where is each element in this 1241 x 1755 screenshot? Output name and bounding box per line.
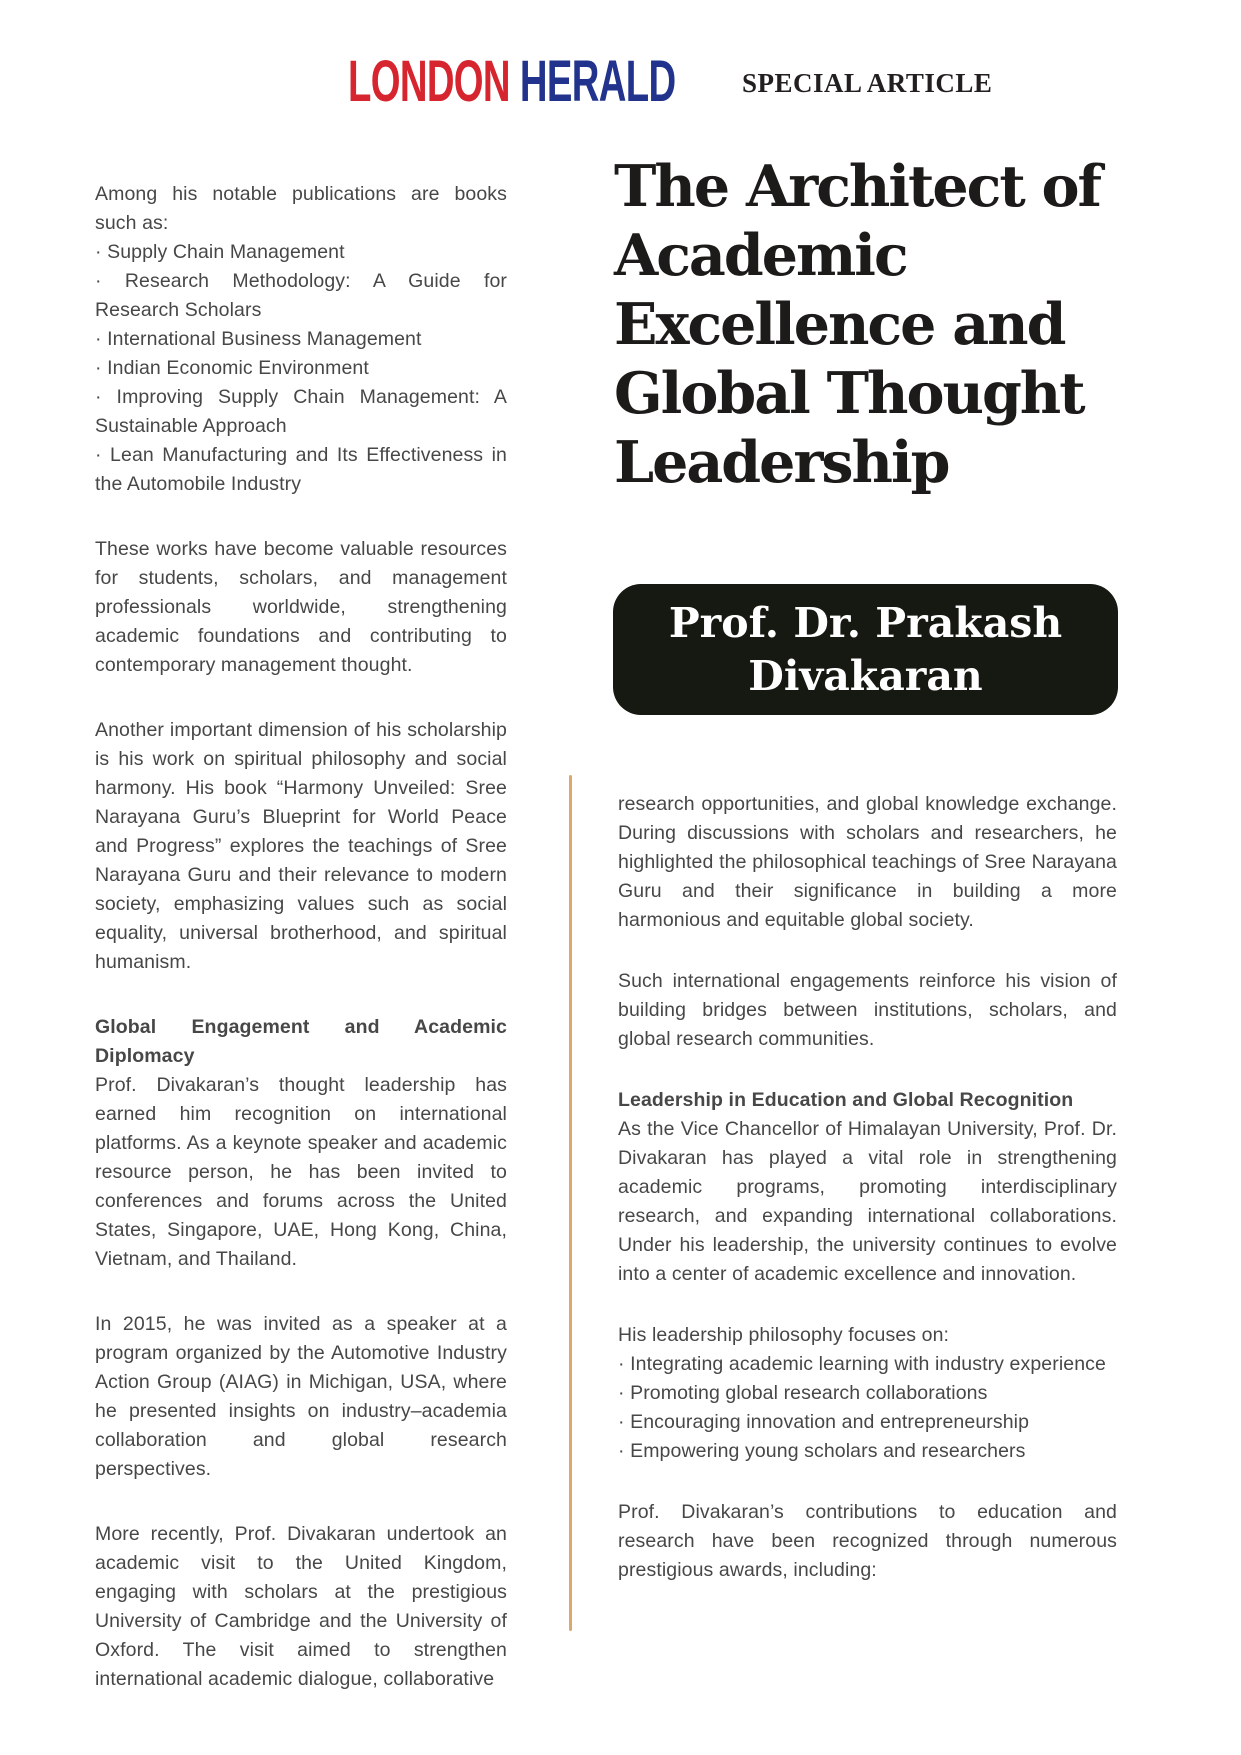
paragraph-vice-chancellor: As the Vice Chancellor of Himalayan University, Prof. Dr. Divakaran has played a vital role in strengthening academic programs, promoting interdisciplinary research, and expanding international collaborations. Under his leadership, the university continues to evolve into a center of academic excellence and innovation. bbox=[618, 1118, 1117, 1285]
paragraph-publications-intro: Among his notable publications are books such as: bbox=[95, 183, 507, 234]
book-list-item: · Indian Economic Environment bbox=[95, 357, 369, 379]
masthead-logo-space bbox=[510, 49, 520, 114]
headline-line: Excellence and bbox=[614, 291, 1065, 358]
author-name-line1: Prof. Dr. Prakash bbox=[668, 598, 1063, 647]
philosophy-list-item: · Empowering young scholars and researchers bbox=[618, 1440, 1026, 1462]
masthead-logo-herald: HERALD bbox=[519, 49, 676, 114]
section-heading-leadership-education: Leadership in Education and Global Recognition bbox=[618, 1089, 1074, 1111]
paragraph-philosophy-intro: His leadership philosophy focuses on: bbox=[618, 1324, 950, 1346]
headline-line: Leadership bbox=[614, 429, 949, 496]
headline-line: Academic bbox=[614, 222, 907, 289]
paragraph-spiritual-philosophy: Another important dimension of his scholarship is his work on spiritual philosophy and social harmony. His book “Harmony Unveiled: Sree Narayana Guru’s Blueprint for World Peace and Progress” explores the teachings of Sree Narayana Guru and their relevance to modern society, emphasizing values such as social equality, universal brotherhood, and spiritual humanism. bbox=[95, 719, 507, 973]
author-name-line2: Divakaran bbox=[748, 651, 983, 700]
column-divider-rule bbox=[569, 775, 572, 1631]
paragraph-thought-leadership: Prof. Divakaran’s thought leadership has earned him recognition on international platforms. As a keynote speaker and academic resource person, he has been invited to conferences and forums across the United States, Singapore, UAE, Hong Kong, China, Vietnam, and Thailand. bbox=[95, 1074, 507, 1270]
paragraph-uk-visit: More recently, Prof. Divakaran undertook an academic visit to the United Kingdom, engaging with scholars at the prestigious University of Cambridge and the University of Oxford. The visit aimed to strengthen international academic dialogue, collaborative bbox=[95, 1523, 507, 1690]
philosophy-list-item: · Integrating academic learning with industry experience bbox=[618, 1353, 1106, 1375]
paragraph-works-value: These works have become valuable resources for students, scholars, and management professionals worldwide, strengthening academic foundations and contributing to contemporary management thought. bbox=[95, 538, 507, 676]
paragraph-awards-intro: Prof. Divakaran’s contributions to education and research have been recognized through numerous prestigious awards, including: bbox=[618, 1501, 1117, 1581]
book-list-item: · International Business Management bbox=[95, 328, 422, 350]
left-column bbox=[95, 180, 507, 1694]
paragraph-knowledge-exchange: research opportunities, and global knowledge exchange. During discussions with scholars and researchers, he highlighted the philosophical teachings of Sree Narayana Guru and their significance in building a more harmonious and equitable global society. bbox=[618, 793, 1117, 931]
author-name-box bbox=[613, 584, 1118, 715]
book-list-item: · Research Methodology: A Guide for Research Scholars bbox=[95, 270, 507, 321]
masthead-logo bbox=[348, 48, 675, 115]
book-list-item: · Supply Chain Management bbox=[95, 241, 345, 263]
section-heading-global-engagement-line2: Diplomacy bbox=[95, 1045, 195, 1067]
headline-line: Global Thought bbox=[614, 360, 1084, 427]
philosophy-list-item: · Promoting global research collaborations bbox=[618, 1382, 988, 1404]
philosophy-list-item: · Encouraging innovation and entrepreneurship bbox=[618, 1411, 1030, 1433]
article-headline bbox=[614, 152, 1129, 497]
headline-line: The Architect of bbox=[614, 153, 1101, 220]
special-article-label: SPECIAL ARTICLE bbox=[742, 68, 993, 98]
paragraph-international-engagements: Such international engagements reinforce his vision of building bridges between institutions, scholars, and global research communities. bbox=[618, 970, 1117, 1050]
masthead-logo-london: LONDON bbox=[348, 49, 510, 114]
right-column bbox=[618, 790, 1117, 1585]
section-heading-global-engagement: Global Engagement and Academic bbox=[95, 1016, 507, 1038]
book-list-item: · Improving Supply Chain Management: A Sustainable Approach bbox=[95, 386, 507, 437]
paragraph-aiag-2015: In 2015, he was invited as a speaker at a program organized by the Automotive Industry Action Group (AIAG) in Michigan, USA, where he presented insights on industry–academia collaboration and global research perspectives. bbox=[95, 1313, 507, 1480]
book-list-item: · Lean Manufacturing and Its Effectiveness in the Automobile Industry bbox=[95, 444, 507, 495]
